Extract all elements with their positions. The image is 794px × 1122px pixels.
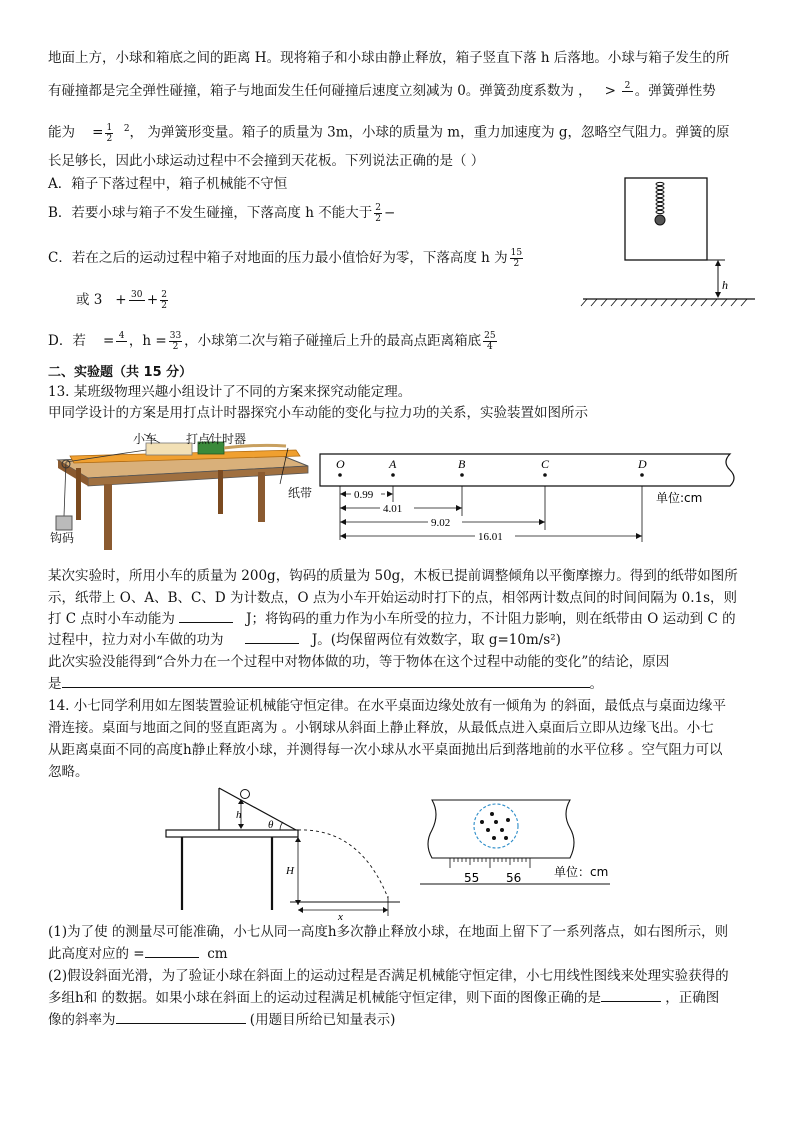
q13-para-2: 示，纸带上 O、A、B、C、D 为计数点，O 点为小车开始运动时打下的点，相邻两计数点间的时间间隔为 0.1s，则 bbox=[48, 590, 738, 606]
q14-H-label: H bbox=[286, 865, 294, 877]
q14-sub1-line-1: (1)为了使 的测量尽可能准确，小七从同一高度h多次静止释放小球，在地面上留下了一系列落点，如右图所示，则 bbox=[48, 924, 729, 940]
q13-answer-ke-blank[interactable] bbox=[179, 622, 233, 623]
q12-option-b-dash: − bbox=[383, 205, 396, 221]
q14-answer-x-blank[interactable] bbox=[145, 957, 199, 958]
q13-para-6: 是 。 bbox=[48, 676, 603, 692]
q13-answer-work-blank[interactable] bbox=[245, 643, 299, 644]
q14-h-label: h bbox=[236, 809, 242, 821]
q12-line-2-text: 有碰撞都是完全弹性碰撞，箱子与地面发生任何碰撞后速度立刻减为 0。弹簧劲度系数为 bbox=[48, 83, 574, 99]
tape-point-dot-D bbox=[640, 473, 644, 477]
q12-option-a: A．箱子下落过程中，箱子机械能不守恒 bbox=[48, 176, 288, 192]
q12-option-c-fraction: $\frac{15}{2}$ bbox=[510, 248, 523, 269]
weight-icon bbox=[56, 516, 72, 530]
q13-para-1: 某次实验时，所用小车的质量为 200g，钩码的质量为 50g，木板已提前调整倾角以平衡摩擦力。得到的纸带如图所 bbox=[48, 568, 738, 584]
q12-line-2-gt: > bbox=[604, 83, 621, 99]
ruler-unit: 单位：cm bbox=[554, 865, 609, 879]
q14-sub2-text: 多组h和 的数据。如果小球在斜面上的运动过程满足机械能守恒定律，则下面的图像正确的是 bbox=[48, 990, 601, 1006]
car-label: 小车 bbox=[133, 432, 158, 446]
q14-sub1-line-2 bbox=[48, 945, 228, 963]
tape-point-dot-C bbox=[543, 473, 547, 477]
q13-para-3 bbox=[48, 610, 736, 628]
tape-point-label-C: C bbox=[541, 457, 550, 471]
q12-option-c-fraction-3: $\frac{2}{2}$ bbox=[161, 290, 167, 311]
q13-para-4-a: 过程中，拉力对小车做的功为 bbox=[48, 632, 224, 648]
tape-point-dot-B bbox=[460, 473, 464, 477]
q12-option-b-fraction: $\frac{2}{2}$ bbox=[375, 203, 381, 224]
q12-option-d-fraction: 4 bbox=[116, 331, 127, 352]
q12-line-2: 有碰撞都是完全弹性碰撞，箱子与地面发生任何碰撞后速度立刻减为 0。弹簧劲度系数为 ， > 2 。弹簧弹性势 bbox=[48, 81, 716, 102]
tape-point-label-D: D bbox=[638, 457, 647, 471]
q14-answer-graph-blank[interactable] bbox=[601, 1001, 661, 1002]
tape-points bbox=[336, 457, 647, 477]
q14-sub1-unit: cm bbox=[207, 946, 228, 962]
height-label: h bbox=[722, 278, 728, 292]
q12-option-d-text: D．若 bbox=[48, 333, 86, 349]
distance-od: 16.01 bbox=[478, 531, 503, 543]
landing-dots bbox=[480, 812, 510, 840]
q12-option-c-text: C．若在之后的运动过程中箱子对地面的压力最小值恰好为零，下落高度 h 为 bbox=[48, 250, 508, 266]
q13-para-4-b: J。(均保留两位有效数字，取 g=10m/s²) bbox=[311, 632, 561, 648]
ball-icon bbox=[241, 790, 250, 799]
q13-answer-reason-blank[interactable] bbox=[62, 687, 590, 688]
q13-line-2: 甲同学设计的方案是用打点计时器探究小车动能的变化与拉力功的关系，实验装置如图所示 bbox=[48, 405, 588, 421]
q12-option-b bbox=[48, 203, 395, 224]
tape-point-dot-A bbox=[391, 473, 395, 477]
timer-label: 打点计时器 bbox=[186, 432, 247, 446]
q14-sub2-tail: ，正确图 bbox=[665, 990, 720, 1006]
q13-apparatus-figure bbox=[48, 426, 313, 554]
q12-option-c-or: 或 3 bbox=[76, 292, 103, 308]
q12-sup: 2 bbox=[123, 124, 130, 134]
q14-sub2-line-2 bbox=[48, 989, 719, 1007]
spring-icon bbox=[656, 182, 664, 213]
q14-sub2-note: (用题目所给已知量表示) bbox=[249, 1012, 396, 1028]
q13-para-4 bbox=[48, 631, 561, 649]
q12-line-3 bbox=[48, 120, 730, 144]
distance-oc: 9.02 bbox=[431, 517, 451, 529]
q12-option-b-text: B．若要小球与箱子不发生碰撞，下落高度 h 不能大于 bbox=[48, 205, 373, 221]
q14-sub2-slope-text: 像的斜率为 bbox=[48, 1012, 116, 1028]
q14-line-2: 滑连接。桌面与地面之间的竖直距离为 。小钢球从斜面上静止释放，从最低点进入桌面后立即从边缘飞出。小七 bbox=[48, 720, 714, 736]
q14-sub1-text: 此高度对应的 = bbox=[48, 946, 145, 962]
q12-option-c-fraction-2: 30 bbox=[129, 290, 145, 311]
theta-label: θ bbox=[268, 819, 274, 831]
q14-line-4: 忽略。 bbox=[48, 764, 89, 780]
q14-incline-figure bbox=[160, 780, 410, 920]
tick-55: 55 bbox=[464, 871, 480, 885]
table-leg bbox=[104, 484, 112, 550]
tape-point-dot-O bbox=[338, 473, 342, 477]
q13-para-3-a: 打 C 点时小车动能为 bbox=[48, 611, 175, 627]
q13-para-3-b: J；将钩码的重力作为小车所受的拉力，不计阻力影响，则在纸带由 O 运动到 C 的 bbox=[246, 611, 736, 627]
q14-sub2-line-1: (2)假设斜面光滑，为了验证小球在斜面上的运动过程是否满足机械能守恒定律，小七用线性图线来处理实验获得的 bbox=[48, 968, 729, 984]
q12-line-3-a: 能为 bbox=[48, 124, 75, 141]
tick-56: 56 bbox=[506, 871, 522, 885]
q12-k-fraction: 2 bbox=[622, 81, 633, 102]
tape-label: 纸带 bbox=[288, 486, 313, 500]
incline bbox=[219, 788, 296, 830]
tape-point-label-B: B bbox=[458, 457, 466, 471]
q13-tape-figure bbox=[318, 450, 740, 550]
distance-ob: 4.01 bbox=[383, 503, 403, 515]
q12-line-3-b: ， 为弹簧形变量。箱子的质量为 3m，小球的质量为 m，重力加速度为 g，忽略空气阻力。弹簧的原 bbox=[129, 124, 730, 141]
q14-answer-slope-blank[interactable] bbox=[116, 1023, 246, 1024]
paper-tape bbox=[320, 454, 734, 486]
q12-option-c-line-2: 或 3 + 30 + $\frac{2}{2}$ bbox=[76, 290, 167, 311]
q14-x-label: x bbox=[338, 911, 343, 920]
desk-top bbox=[166, 830, 298, 837]
q12-box-figure bbox=[575, 170, 755, 310]
q12-option-d: D．若 = 4 ，h = $\frac{33}{2}$ ，小球第二次与箱子碰撞后上升的最高点距离箱底 $\frac{25}{4}$ bbox=[48, 331, 496, 352]
q14-landing-figure bbox=[420, 792, 630, 892]
q14-line-3: 从距离桌面不同的高度h静止释放小球，并测得每一次小球从水平桌面抛出后到落地前的水平位移 。空气阻力可以 bbox=[48, 742, 723, 758]
ruler-ticks bbox=[450, 858, 530, 868]
landing-circle bbox=[474, 804, 518, 848]
q13-para-5: 此次实验没能得到“合外力在一个过程中对物体做的功，等于物体在这个过程中动能的变化”的结论，原因 bbox=[48, 654, 670, 670]
q12-option-d-h-fraction: $\frac{33}{2}$ bbox=[169, 331, 182, 352]
ball-icon bbox=[655, 215, 665, 225]
q12-line-1: 地面上方，小球和箱底之间的距离 H。现将箱子和小球由静止释放，箱子竖直下落 h 后落地。小球与箱子发生的所 bbox=[48, 50, 730, 66]
distance-oa: 0.99 bbox=[354, 489, 374, 501]
q14-sub2-line-3 bbox=[48, 1011, 395, 1029]
trajectory bbox=[298, 830, 388, 898]
q14-line-1: 14. 小七同学利用如左图装置验证机械能守恒定律。在水平桌面边缘处放有一倾角为 的斜面，最低点与桌面边缘平 bbox=[48, 698, 727, 714]
tape-unit: 单位:cm bbox=[656, 491, 703, 505]
q13-line-1: 13. 某班级物理兴趣小组设计了不同的方案来探究动能定理。 bbox=[48, 384, 412, 400]
q12-option-d-tail: ，小球第二次与箱子碰撞后上升的最高点距离箱底 bbox=[184, 333, 482, 349]
weight-label: 钩码 bbox=[50, 531, 75, 545]
q12-half-fraction: $\frac{1}{2}$ bbox=[106, 122, 113, 144]
tape-point-label-O: O bbox=[336, 457, 345, 471]
q12-line-4: 长足够长，因此小球运动过程中不会撞到天花板。下列说法正确的是（ ） bbox=[48, 153, 485, 169]
q12-line-2-tail: 。弹簧弹性势 bbox=[634, 83, 716, 99]
q12-option-c bbox=[48, 248, 525, 269]
q12-option-d-fraction-2: $\frac{25}{4}$ bbox=[484, 331, 496, 352]
box-outline bbox=[625, 178, 707, 260]
q12-eq: = bbox=[92, 124, 104, 141]
section-2-heading: 二、实验题（共 15 分） bbox=[48, 365, 193, 380]
tape-point-label-A: A bbox=[389, 457, 397, 471]
